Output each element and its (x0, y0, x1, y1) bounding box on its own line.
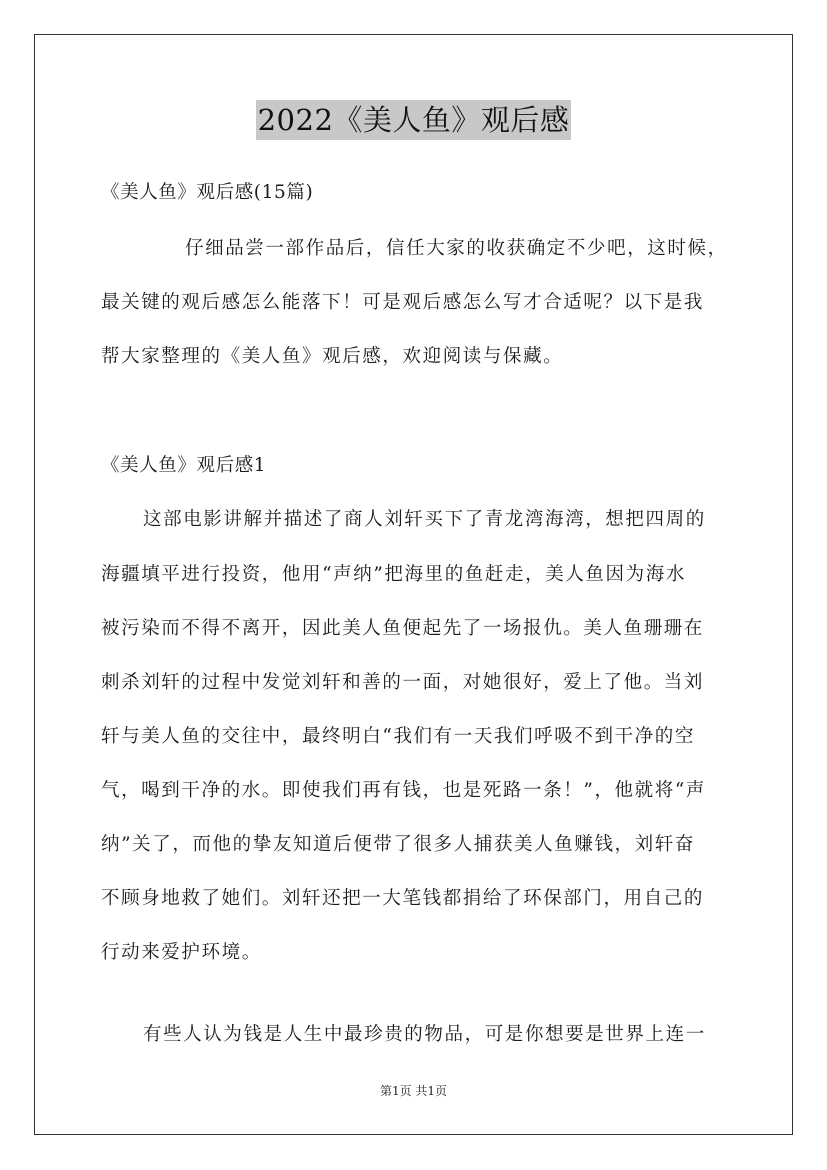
page-footer: 第1页 共1页 (379, 1084, 448, 1098)
section-heading: 《美人鱼》观后感1 (101, 455, 267, 476)
title-container (0, 100, 827, 140)
document-title: 2022《美人鱼》观后感 (256, 100, 572, 140)
intro-line-3: 帮大家整理的《美人鱼》观后感，欢迎阅读与保藏。 (101, 346, 564, 367)
body-line-8: 不顾身地救了她们。刘轩还把一大笔钱都捐给了环保部门，用自己的 (101, 888, 705, 909)
body-line-7: 纳”关了，而他的挚友知道后便带了很多人捕获美人鱼赚钱，刘轩奋 (101, 834, 695, 855)
body-line-5: 轩与美人鱼的交往中，最终明白“我们有一天我们呼吸不到干净的空 (101, 726, 695, 747)
body-line-9: 行动来爱护环境。 (101, 942, 262, 963)
body-last-line: 有些人认为钱是人生中最珍贵的物品，可是你想要是世界上连一 (143, 1024, 706, 1045)
body-line-3: 被污染而不得不离开，因此美人鱼便起先了一场报仇。美人鱼珊珊在 (101, 618, 705, 639)
body-line-6: 气，喝到干净的水。即使我们再有钱，也是死路一条！”，他就将“声 (101, 780, 707, 801)
body-line-1: 这部电影讲解并描述了商人刘轩买下了青龙湾海湾，想把四周的 (143, 509, 706, 530)
document-subtitle: 《美人鱼》观后感(15篇) (101, 182, 314, 203)
intro-line-1: 仔细品尝一部作品后，信任大家的收获确定不少吧，这时候， (185, 238, 728, 259)
body-line-4: 刺杀刘轩的过程中发觉刘轩和善的一面，对她很好，爱上了他。当刘 (101, 672, 705, 693)
intro-line-2: 最关键的观后感怎么能落下！可是观后感怎么写才合适呢？以下是我 (101, 292, 705, 313)
body-line-2: 海疆填平进行投资，他用“声纳”把海里的鱼赶走，美人鱼因为海水 (101, 564, 686, 585)
